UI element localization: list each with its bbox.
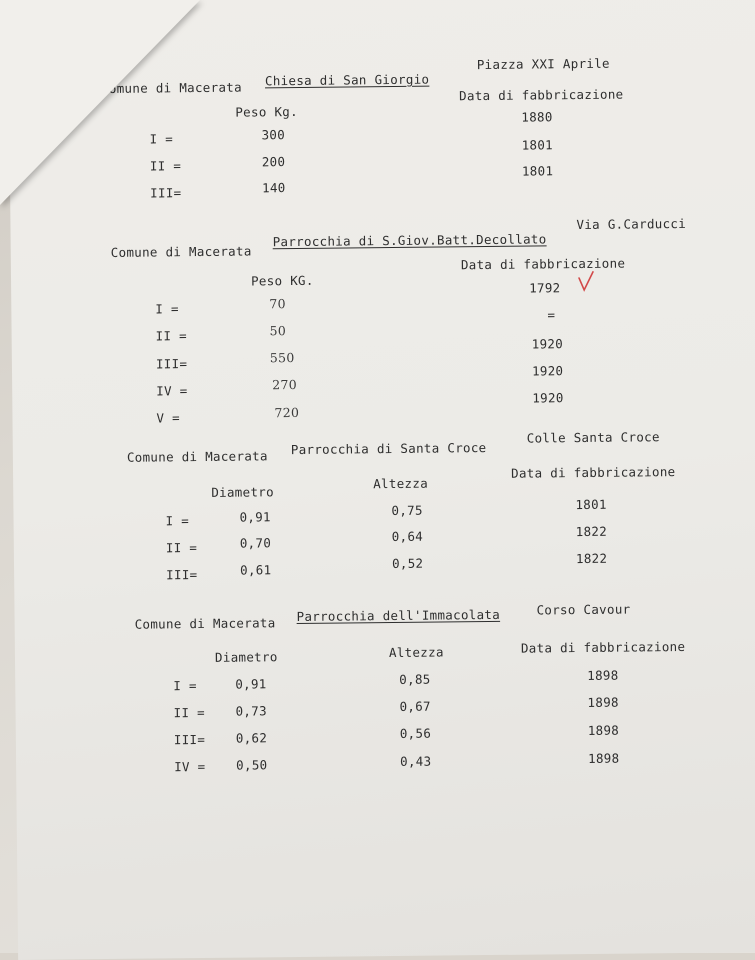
s2-row5-peso: 720 [274,404,300,421]
s2-row5-date: 1920 [532,390,564,406]
s1-row1-peso: 300 [261,127,286,143]
s4-row2-date: 1898 [587,694,619,710]
s2-row4-bell: IV = [156,383,188,399]
s1-row2-date: 1801 [521,137,554,153]
s3-row2-date: 1822 [575,523,608,540]
s2-church: Parrocchia di S.Giov.Batt.Decollato [272,231,547,250]
s2-comune: Comune di Macerata [110,243,252,260]
s4-row3-altezza: 0,56 [399,725,432,741]
s4-row1-altezza: 0,85 [399,671,431,687]
s3-header-diametro: Diametro [211,484,274,500]
s2-row4-date: 1920 [531,363,564,379]
s3-address: Colle Santa Croce [526,429,660,446]
s4-header-diametro: Diametro [214,649,278,665]
s2-row2-bell: II = [155,328,188,344]
folded-page-corner [0,0,200,205]
s3-row3-bell: III= [166,567,198,583]
s1-comune: Comune di Macerata [100,79,242,97]
s2-row1-bell: I = [155,301,179,317]
s3-row1-diametro: 0,91 [239,509,271,525]
s4-row4-bell: IV = [174,758,206,775]
s4-row4-date: 1898 [588,750,620,766]
s2-header-date: Data di fabbricazione [460,255,626,273]
s4-row1-diametro: 0,91 [235,676,267,692]
s3-row1-altezza: 0,75 [391,502,423,519]
s4-row3-date: 1898 [587,722,620,738]
s2-row3-bell: III= [155,356,188,372]
s1-row1-date: 1880 [521,109,553,125]
s2-row4-peso: 270 [272,376,297,393]
s3-header-date: Data di fabbricazione [511,464,676,481]
s1-row2-bell: II = [149,158,182,174]
s3-row1-date: 1801 [575,496,607,513]
s2-row2-peso: 50 [269,323,287,339]
s1-header-date: Data di fabbricazione [459,86,624,104]
s4-row3-diametro: 0,62 [235,730,268,746]
s4-row1-date: 1898 [587,667,619,683]
s4-row4-altezza: 0,43 [400,753,432,769]
s2-row5-bell: V = [156,410,181,426]
s1-address: Piazza XXI Aprile [476,55,610,73]
s3-church: Parrocchia di Santa Croce [290,440,487,458]
s4-church: Parrocchia dell'Immacolata [296,606,501,625]
s4-header-altezza: Altezza [388,644,444,661]
s1-row3-bell: III= [150,185,182,201]
s1-row3-peso: 140 [262,180,286,196]
s4-row1-bell: I = [173,678,197,694]
s1-header-peso: Peso Kg. [235,103,298,120]
s2-row1-peso: 70 [269,296,286,312]
s2-header-peso: Peso KG. [250,272,314,289]
s1-row1-bell: I = [149,131,174,147]
s3-row2-diametro: 0,70 [239,535,272,551]
s4-comune: Comune di Macerata [134,615,276,632]
s4-row2-altezza: 0,67 [399,698,431,714]
s3-row2-altezza: 0,64 [391,528,424,545]
s4-row3-bell: III= [173,731,206,748]
s2-row3-peso: 550 [269,350,295,366]
s3-header-altezza: Altezza [373,475,429,492]
s1-row2-peso: 200 [261,154,286,170]
s4-row2-bell: II = [173,704,205,721]
s4-row4-diametro: 0,50 [236,757,268,773]
s2-row1-date: 1792 [529,280,561,296]
s3-row2-bell: II = [165,540,198,556]
s4-header-date: Data di fabbricazione [520,638,686,656]
s3-row3-date: 1822 [575,550,608,567]
s1-row3-date: 1801 [521,163,554,179]
s3-comune: Comune di Macerata [126,448,268,465]
s4-row2-diametro: 0,73 [235,703,267,719]
red-check-mark-icon [577,270,595,294]
s3-row3-diametro: 0,61 [240,562,272,578]
s4-address: Corso Cavour [536,601,631,618]
s2-row2-date: = [547,307,556,323]
s3-row3-altezza: 0,52 [391,555,424,572]
s2-address: Via G.Carducci [576,215,687,233]
s2-row3-date: 1920 [531,336,564,352]
s1-church: Chiesa di San Giorgio [264,71,430,89]
s3-row1-bell: I = [165,513,190,529]
